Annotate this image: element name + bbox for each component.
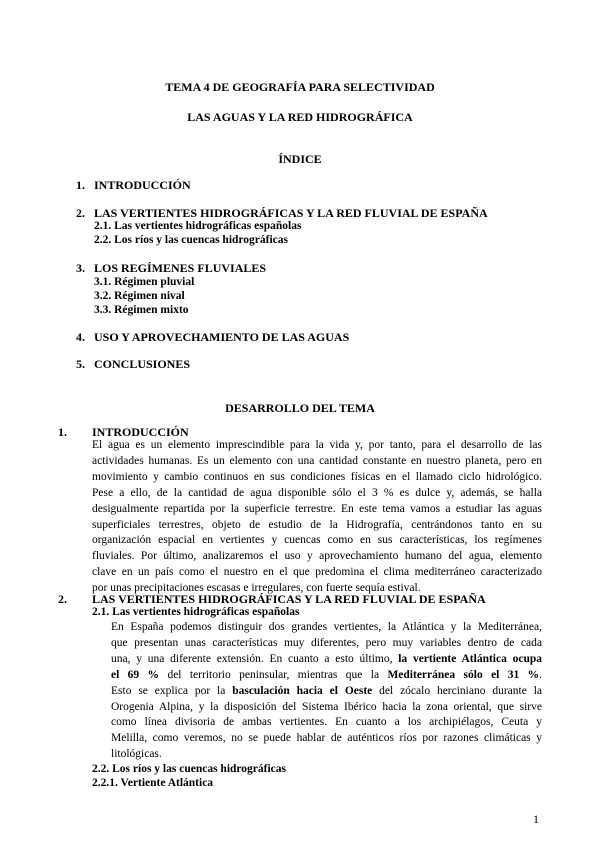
paragraph-line: clave en un país como el nuestro en el que predomina el clima mediterráneo caracterizado — [92, 566, 542, 579]
index-item-5-label: CONCLUSIONES — [94, 357, 191, 371]
text-run: En España podemos distinguir dos grandes vertientes, la Atlántica y la Mediterránea, — [111, 621, 542, 633]
index-item-4-num: 4. — [76, 330, 85, 344]
page-number: 1 — [533, 812, 539, 826]
bold-text: Mediterránea sólo el 31 % — [387, 668, 540, 681]
index-item-2-label: LAS VERTIENTES HIDROGRÁFICAS Y LA RED FLUVIAL DE ESPAÑA — [94, 206, 488, 220]
subsection-2-1-paragraph — [111, 620, 542, 763]
text-run: como línea divisoria de ambas vertientes. En cuanto a los archipiélagos, Ceuta y — [111, 716, 542, 729]
development-heading: DESARROLLO DEL TEMA — [225, 401, 375, 415]
paragraph-line: movimiento y cambio continuos en sus condiciones físicas en el llamado ciclo hidrológico. — [92, 470, 542, 483]
index-item-4-label: USO Y APROVECHAMIENTO DE LAS AGUAS — [94, 330, 350, 344]
paragraph-line: fluviales. Por último, analizaremos el uso y aprovechamiento humano del agua, elemento — [92, 550, 542, 563]
subsection-2-2-1-title: 2.2.1. Vertiente Atlántica — [92, 777, 214, 789]
index-subitem-3-1: 3.1. Régimen pluvial — [94, 276, 195, 288]
paragraph-line — [111, 715, 542, 731]
document-subtitle: LAS AGUAS Y LA RED HIDROGRÁFICA — [187, 110, 413, 124]
index-subitem-3-2: 3.2. Régimen nival — [94, 290, 185, 302]
section-1-number: 1. — [58, 425, 67, 439]
index-heading: ÍNDICE — [278, 152, 322, 166]
bold-text: la vertiente Atlántica ocupa — [398, 652, 542, 665]
text-run: del territorio peninsular, mientras que la — [159, 668, 388, 681]
paragraph-line — [111, 620, 542, 636]
text-run: que presentan unas características muy diferentes, pero muy variables dentro de cada — [111, 636, 542, 649]
index-subitem-3-3: 3.3. Régimen mixto — [94, 304, 189, 316]
text-run: Orogenia Alpina, y la disposición del Sistema Ibérico hacia la zona oriental, que sirve — [111, 700, 542, 713]
paragraph-line: organización espacial en vertientes y cuencas como en sus características, los regímenes — [92, 534, 542, 547]
paragraph-line: superficiales terrestres, objeto de estudio de la Hidrografía, centrándonos tanto en su — [92, 518, 542, 531]
section-1-paragraph — [92, 438, 542, 597]
paragraph-line — [111, 684, 542, 700]
paragraph-line: desigualmente repartida por la superficie terrestre. En este tema vamos a estudiar las aguas — [92, 502, 542, 515]
index-item-3-label: LOS REGÍMENES FLUVIALES — [94, 261, 267, 275]
index-subitem-2-1: 2.1. Las vertientes hidrográficas españolas — [94, 220, 302, 232]
paragraph-line — [111, 668, 542, 684]
bold-text: el 69 % — [111, 668, 160, 681]
index-item-1-num: 1. — [76, 178, 85, 192]
paragraph-line: actividades humanas. Es un elemento con una cantidad constante en nuestro planeta, pero en — [92, 454, 542, 467]
subsection-2-1-title: 2.1. Las vertientes hidrográficas españolas — [92, 606, 300, 618]
subsection-2-2-title: 2.2. Los ríos y las cuencas hidrográficas — [92, 763, 287, 775]
text-run: Esto se explica por la — [111, 684, 233, 697]
text-run: una, y una diferente extensión. En cuanto a esto último, — [111, 652, 399, 665]
paragraph-line: por unas precipitaciones escasas e irregulares, con fuerte sequía estival. — [92, 582, 421, 595]
paragraph-line — [111, 747, 542, 763]
paragraph-line — [111, 731, 542, 747]
index-item-1-label: INTRODUCCIÓN — [94, 178, 191, 192]
paragraph-line — [111, 700, 542, 716]
text-run: . — [539, 668, 542, 681]
paragraph-line — [111, 636, 542, 652]
document-title: TEMA 4 DE GEOGRAFÍA PARA SELECTIVIDAD — [165, 80, 435, 94]
section-2-number: 2. — [58, 592, 67, 606]
text-run: Melilla, como veremos, no se puede hablar de auténticos ríos por razones climáticas y — [111, 732, 542, 745]
paragraph-line — [111, 652, 542, 668]
section-1-title: INTRODUCCIÓN — [92, 425, 189, 439]
bold-text: basculación hacia el Oeste — [232, 684, 373, 697]
index-item-5-num: 5. — [76, 357, 85, 371]
index-item-2-num: 2. — [76, 206, 85, 220]
text-run: del zócalo herciniano durante la — [372, 684, 542, 697]
index-subitem-2-2: 2.2. Los ríos y las cuencas hidrográficas — [94, 234, 289, 246]
section-2-title: LAS VERTIENTES HIDROGRÁFICAS Y LA RED FLUVIAL DE ESPAÑA — [92, 592, 486, 606]
paragraph-line: Pese a ello, de la cantidad de agua disponible sólo el 3 % es dulce y, además, se halla — [92, 486, 542, 499]
index-item-3-num: 3. — [76, 261, 85, 275]
paragraph-line: El agua es un elemento imprescindible para la vida y, por tanto, para el desarrollo de las — [92, 439, 542, 451]
text-run: litológicas. — [111, 748, 162, 761]
